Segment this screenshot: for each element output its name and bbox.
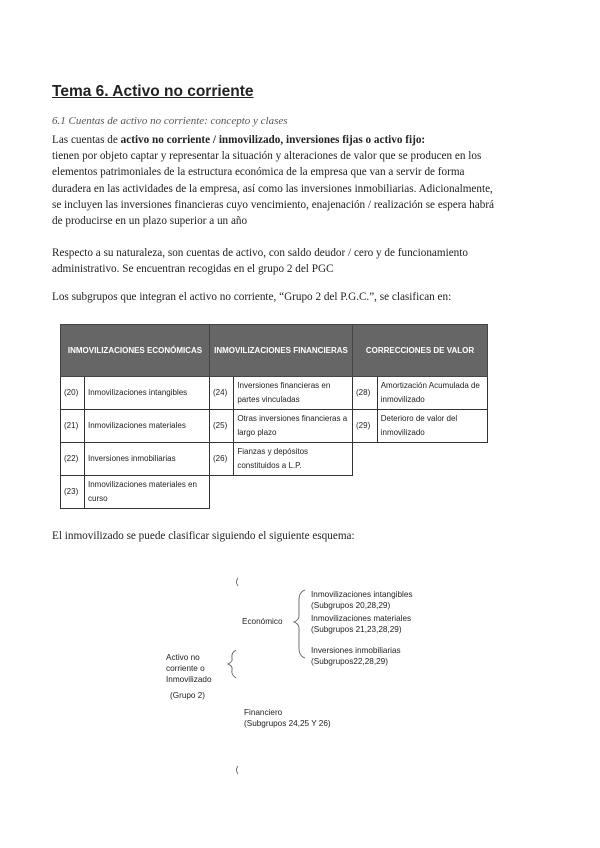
scheme-root: Activo no corriente o Inmovilizado bbox=[166, 653, 212, 684]
header-economicas: INMOVILIZACIONES ECONÓMICAS bbox=[61, 325, 210, 377]
table-row: (21) Inmovilizaciones materiales (25) Otras inversiones financieras a largo plazo (29) Deterioro de valor del inmovilizado bbox=[61, 410, 488, 443]
economico-brace bbox=[294, 590, 305, 658]
intro-bold-term: activo no corriente / inmovilizado, inversiones fijas o activo fijo: bbox=[120, 134, 426, 146]
intro-line: elementos patrimoniales de la estructura económica de la empresa que van a servir de forma bbox=[52, 166, 465, 179]
brace-mark bbox=[237, 766, 239, 774]
nature-paragraph: Respecto a su naturaleza, son cuentas de activo, con saldo deudor / cero y de funcionamiento administrativo. Se encuentran recogidas en el grupo 2 del PGC bbox=[52, 247, 468, 276]
header-correcciones: CORRECCIONES DE VALOR bbox=[353, 325, 488, 377]
table-row: (22) Inversiones inmobiliarias (26) Fianzas y depósitos constituidos a L.P. bbox=[61, 443, 488, 476]
scheme-intro: El inmovilizado se puede clasificar siguiendo el siguiente esquema: bbox=[52, 530, 355, 542]
scheme-economico: Económico bbox=[242, 617, 283, 626]
brace-mark bbox=[237, 578, 239, 586]
intro-line: tienen por objeto captar y representar la situación y alteraciones de valor que se producen en los bbox=[52, 150, 482, 163]
intro-line: duradera en las actividades de la empresa, así como las inversiones inmobiliarias. Adicionalmente, bbox=[52, 182, 493, 195]
section-subtitle: 6.1 Cuentas de activo no corriente: concepto y clases bbox=[52, 115, 288, 127]
table-row: (23) Inmovilizaciones materiales en curso bbox=[61, 476, 488, 509]
intro-line: se incluyen las inversiones financieras cuyo vencimiento, enajenación / realización se espera habrá bbox=[52, 198, 495, 211]
intro-line: de producirse en un plazo superior a un año bbox=[52, 215, 248, 228]
subgroups-intro: Los subgrupos que integran el activo no corriente, “Grupo 2 del P.G.C.”, se clasifican en: bbox=[52, 291, 452, 303]
scheme-item: Inmovilizaciones materiales (Subgrupos 21,23,28,29) bbox=[311, 614, 412, 634]
header-financieras: INMOVILIZACIONES FINANCIERAS bbox=[210, 325, 353, 377]
scheme-item: Inmovilizaciones intangibles (Subgrupos 20,28,29) bbox=[311, 590, 413, 610]
root-brace bbox=[228, 650, 236, 678]
scheme-root-group: (Grupo 2) bbox=[170, 691, 206, 700]
page-title: Tema 6. Activo no corriente bbox=[52, 83, 254, 100]
table-row: (20) Inmovilizaciones intangibles (24) Inversiones financieras en partes vinculadas (28) Amortización Acumulada de inmovilizado bbox=[61, 377, 488, 410]
intro-first-line: Las cuentas de activo no corriente / inmovilizado, inversiones fijas o activo fijo: bbox=[52, 134, 426, 146]
scheme-financiero: Financiero (Subgrupos 24,25 Y 26) bbox=[244, 708, 331, 728]
scheme-item: Inversiones inmobiliarias (Subgrupos22,28,29) bbox=[311, 646, 401, 666]
